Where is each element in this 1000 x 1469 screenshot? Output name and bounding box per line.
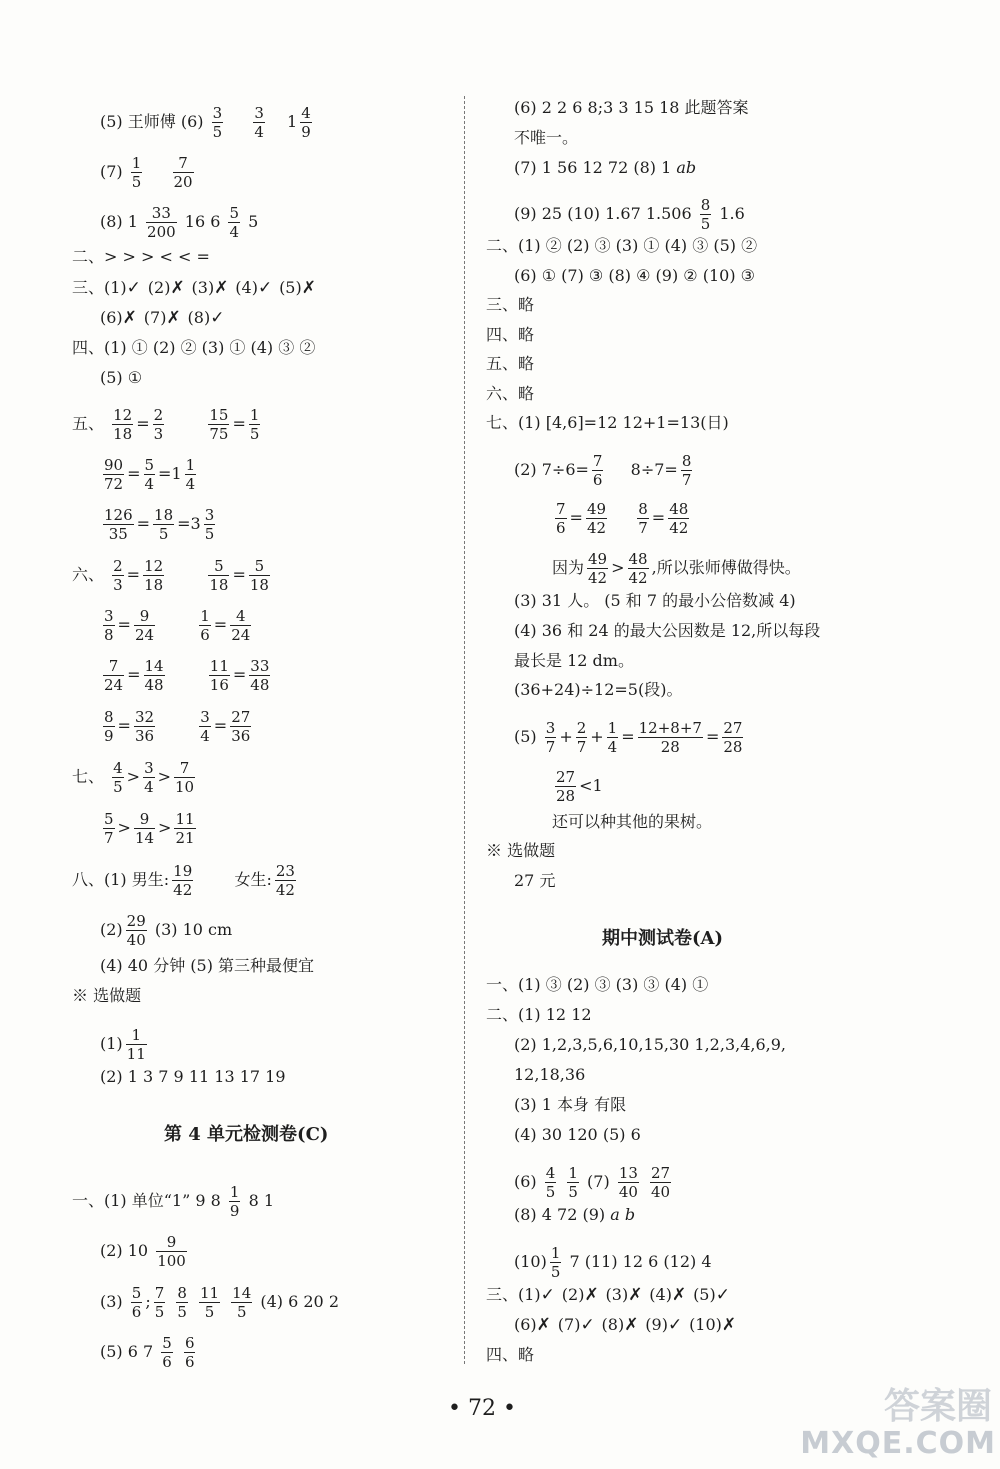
fraction: $\frac{9}{14}$	[134, 810, 155, 847]
fraction: $\frac{1}{5}$	[550, 1244, 561, 1281]
section-label: ※ 选做题	[486, 841, 556, 860]
fraction: $\frac{3}{4}$	[254, 104, 264, 141]
answer-line: (3) 1 本身 有限	[514, 1095, 627, 1114]
answer-line: 六、略	[486, 384, 535, 403]
answer-line: 一、(1) 单位“1” 9 8 $\frac{1}{9}$ 8 1	[72, 1183, 275, 1220]
check-icon: ✓	[540, 1285, 555, 1305]
answer-line: 二、(1) 12 12	[486, 1005, 592, 1024]
answer-line: $\frac{90}{72}$ = $\frac{5}{4}$ =1 $\frac{1}{4}$	[104, 456, 196, 493]
fraction: $\frac{3}{4}$	[144, 759, 154, 796]
fraction: $\frac{1}{4}$	[185, 456, 196, 493]
fraction: $\frac{27}{40}$	[651, 1164, 671, 1201]
answer-line: (5) ①	[100, 368, 143, 387]
answer-line: $\frac{3}{8}$ = $\frac{9}{24}$ $\frac{1}{6}$ = $\frac{4}{24}$	[104, 607, 251, 644]
fraction: $\frac{11}{16}$	[209, 657, 229, 694]
answer-line: (4) 30 120 (5) 6	[514, 1125, 641, 1144]
answer-line: (2) 1 3 7 9 11 13 17 19	[100, 1067, 286, 1086]
answer-line: 四、(1) ① (2) ② (3) ① (4) ③ ②	[72, 338, 316, 357]
answer-line: $\frac{8}{9}$ = $\frac{32}{36}$ $\frac{3}{4}$ = $\frac{27}{36}$	[104, 708, 251, 745]
fraction: $\frac{1}{4}$	[607, 719, 618, 756]
answer-line: (6)✗ (7)✓ (8)✗ (9)✓ (10)✗	[514, 1315, 737, 1335]
answer-line: 三、略	[486, 295, 535, 314]
fraction: $\frac{12+8+7}{28}$	[638, 719, 702, 756]
fraction: $\frac{11}{21}$	[175, 810, 195, 847]
fraction: $\frac{3}{5}$	[212, 104, 223, 141]
cross-icon: ✗	[671, 1285, 687, 1305]
answer-line: (2) 10 $\frac{9}{100}$	[100, 1233, 186, 1270]
fraction: $\frac{11}{5}$	[199, 1284, 220, 1321]
answer-line: (6) 2 2 6 8;3 3 15 18 此题答案	[514, 98, 749, 117]
fraction: $\frac{4}{9}$	[301, 104, 311, 141]
watermark: MXQE.COM	[800, 1426, 996, 1461]
answer-line: (9) 25 (10) 1.67 1.506 $\frac{8}{5}$ 1.6	[514, 196, 745, 233]
answer-line: $\frac{126}{35}$ = $\frac{18}{5}$ =3 $\frac{3}{5}$	[104, 506, 215, 543]
fraction: $\frac{1}{5}$	[249, 406, 260, 443]
watermark-logo: 答案圈	[883, 1386, 992, 1427]
answer-line: 12,18,36	[514, 1065, 586, 1084]
answer-line: (10) $\frac{1}{5}$ 7 (11) 12 6 (12) 4	[514, 1244, 712, 1281]
cross-icon: ✗	[301, 278, 316, 298]
answer-line: 不唯一。	[514, 128, 579, 147]
fraction: $\frac{2}{3}$	[113, 557, 123, 594]
fraction: $\frac{5}{18}$	[209, 557, 229, 594]
fraction: $\frac{7}{5}$	[154, 1284, 165, 1321]
answer-line: 27 元	[514, 871, 556, 890]
check-icon: ✓	[126, 278, 141, 298]
answer-line: (5) $\frac{3}{7}$ + $\frac{2}{7}$ + $\frac{1}{4}$ = $\frac{12+8+7}{28}$ = $\frac{27}{28}$	[514, 719, 743, 756]
fraction: $\frac{8}{5}$	[177, 1284, 187, 1321]
answer-line: $\frac{5}{7}$ > $\frac{9}{14}$ > $\frac{11}{21}$	[104, 810, 195, 847]
answer-line: 五、 $\frac{12}{18}$ = $\frac{2}{3}$ $\frac{15}{75}$ = $\frac{1}{5}$	[72, 406, 260, 443]
check-icon: ✓	[667, 1315, 683, 1335]
fraction: $\frac{3}{4}$	[200, 708, 210, 745]
answer-line: (2) $\frac{29}{40}$ (3) 10 cm	[100, 912, 233, 949]
fraction: $\frac{13}{40}$	[618, 1164, 638, 1201]
answer-line: 还可以种其他的果树。	[552, 812, 713, 831]
answer-line: 五、略	[486, 354, 535, 373]
fraction: $\frac{7}{10}$	[175, 759, 195, 796]
answer-line: (3) $\frac{5}{6}$ ; $\frac{7}{5}$ $\frac{8}{5}$ $\frac{11}{5}$ $\frac{14}{5}$ (4) 6 20 2	[100, 1284, 339, 1321]
answer-line: (8) 1 $\frac{33}{200}$ 16 6 $\frac{5}{4}$ 5	[100, 204, 259, 241]
answer-line: (3) 31 人。 (5 和 7 的最小公倍数减 4)	[514, 591, 796, 610]
fraction: $\frac{19}{42}$	[173, 862, 193, 899]
answer-line: 七、(1) [4,6]=12 12+1=13(日)	[486, 413, 729, 432]
answer-line: (5) 6 7 $\frac{5}{6}$ $\frac{6}{6}$	[100, 1334, 195, 1371]
fraction: $\frac{4}{5}$	[545, 1164, 556, 1201]
fraction: $\frac{9}{24}$	[134, 607, 155, 644]
answer-line: 三、(1)✓ (2)✗ (3)✗ (4)✓ (5)✗	[72, 278, 316, 298]
fraction: $\frac{5}{4}$	[144, 456, 155, 493]
fraction: $\frac{49}{42}$	[588, 550, 608, 587]
answer-line: 八、(1) 男生: $\frac{19}{42}$ 女生: $\frac{23}{42}$	[72, 862, 295, 899]
fraction: $\frac{8}{7}$	[638, 500, 648, 537]
fraction: $\frac{12}{18}$	[144, 557, 164, 594]
check-icon: ✓	[210, 308, 225, 328]
fraction: $\frac{9}{100}$	[157, 1233, 186, 1270]
section-title: 期中测试卷(A)	[602, 928, 723, 949]
fraction: $\frac{12}{18}$	[113, 406, 133, 443]
cross-icon: ✗	[584, 1285, 599, 1305]
fraction: $\frac{4}{24}$	[231, 607, 251, 644]
fraction: $\frac{27}{36}$	[231, 708, 251, 745]
answer-line: $\frac{7}{24}$ = $\frac{14}{48}$ $\frac{11}{16}$ = $\frac{33}{48}$	[104, 657, 270, 694]
cross-icon: ✗	[214, 278, 229, 298]
check-icon: ✓	[580, 1315, 595, 1335]
answer-line: 因为 $\frac{49}{42}$ > $\frac{48}{42}$ ,所以张师傅做得快。	[552, 550, 801, 587]
fraction: $\frac{48}{42}$	[669, 500, 689, 537]
fraction: $\frac{3}{5}$	[204, 506, 215, 543]
fraction: $\frac{5}{6}$	[162, 1334, 172, 1371]
fraction: $\frac{32}{36}$	[134, 708, 155, 745]
fraction: $\frac{7}{20}$	[173, 154, 193, 191]
answer-line: (4) 40 分钟 (5) 第三种最便宜	[100, 956, 315, 975]
answer-line: 三、(1)✓ (2)✗ (3)✗ (4)✗ (5)✓	[486, 1285, 730, 1305]
answer-line: (1) $\frac{1}{11}$	[100, 1026, 146, 1063]
cross-icon: ✗	[166, 308, 181, 328]
cross-icon: ✗	[624, 1315, 639, 1335]
answer-line: (7) 1 56 12 72 (8) 1 ab	[514, 158, 697, 177]
fraction: $\frac{48}{42}$	[628, 550, 648, 587]
fraction: $\frac{49}{42}$	[586, 500, 607, 537]
fraction: $\frac{7}{24}$	[104, 657, 124, 694]
fraction: $\frac{1}{9}$	[229, 1183, 240, 1220]
fraction: $\frac{27}{28}$	[723, 719, 743, 756]
cross-icon: ✗	[170, 278, 185, 298]
fraction: $\frac{5}{7}$	[104, 810, 114, 847]
answer-line: 六、 $\frac{2}{3}$ = $\frac{12}{18}$ $\frac{5}{18}$ = $\frac{5}{18}$	[72, 557, 269, 594]
fraction: $\frac{1}{5}$	[131, 154, 142, 191]
fraction: $\frac{7}{6}$	[592, 452, 603, 489]
fraction: $\frac{4}{5}$	[113, 759, 123, 796]
answer-line: (2) 1,2,3,5,6,10,15,30 1,2,3,4,6,9,	[514, 1035, 787, 1054]
fraction: $\frac{1}{5}$	[568, 1164, 578, 1201]
fraction: $\frac{23}{42}$	[275, 862, 295, 899]
answer-line: (2) 7÷6= $\frac{7}{6}$ 8÷7= $\frac{8}{7}$	[514, 452, 692, 489]
answer-line: 一、(1) ③ (2) ③ (3) ③ (4) ①	[486, 975, 709, 994]
answer-line: (36+24)÷12=5(段)。	[514, 680, 683, 699]
fraction: $\frac{15}{75}$	[209, 406, 229, 443]
fraction: $\frac{33}{48}$	[250, 657, 270, 694]
column-divider	[464, 96, 465, 1364]
answer-line: 四、略	[486, 325, 535, 344]
fraction: $\frac{7}{6}$	[556, 500, 566, 537]
fraction: $\frac{33}{200}$	[147, 204, 176, 241]
fraction: $\frac{27}{28}$	[556, 768, 576, 805]
fraction: $\frac{29}{40}$	[126, 912, 146, 949]
fraction: $\frac{14}{48}$	[144, 657, 164, 694]
fraction: $\frac{5}{6}$	[131, 1284, 142, 1321]
check-icon: ✓	[715, 1285, 730, 1305]
answer-line: 二、> > > < < =	[72, 247, 210, 266]
answer-line: (7) $\frac{1}{5}$ $\frac{7}{20}$	[100, 154, 193, 191]
answer-line: $\frac{27}{28}$ <1	[556, 768, 603, 805]
fraction: $\frac{8}{9}$	[104, 708, 114, 745]
answer-line: (4) 36 和 24 的最大公因数是 12,所以每段	[514, 621, 821, 640]
answer-line: (6) $\frac{4}{5}$ $\frac{1}{5}$ (7) $\frac{13}{40}$ $\frac{27}{40}$	[514, 1164, 671, 1201]
section-title: 第 4 单元检测卷(C)	[164, 1124, 329, 1145]
cross-icon: ✗	[122, 308, 137, 328]
cross-icon: ✗	[721, 1315, 737, 1335]
fraction: $\frac{3}{7}$	[545, 719, 556, 756]
fraction: $\frac{3}{8}$	[104, 607, 114, 644]
fraction: $\frac{2}{7}$	[576, 719, 587, 756]
fraction: $\frac{90}{72}$	[104, 456, 124, 493]
fraction: $\frac{8}{7}$	[681, 452, 692, 489]
cross-icon: ✗	[628, 1285, 643, 1305]
fraction: $\frac{14}{5}$	[232, 1284, 252, 1321]
answer-line: (5) 王师傅 (6) $\frac{3}{5}$ $\frac{3}{4}$ 1 $\frac{4}{9}$	[100, 104, 311, 141]
section-label: ※ 选做题	[72, 986, 142, 1005]
fraction: $\frac{1}{6}$	[200, 607, 210, 644]
fraction: $\frac{1}{11}$	[126, 1026, 146, 1063]
answer-line: $\frac{7}{6}$ = $\frac{49}{42}$ $\frac{8}{7}$ = $\frac{48}{42}$	[556, 500, 689, 537]
check-icon: ✓	[257, 278, 273, 298]
answer-line: 四、略	[486, 1345, 535, 1364]
cross-icon: ✗	[536, 1315, 551, 1335]
answer-line: 七、 $\frac{4}{5}$ > $\frac{3}{4}$ > $\frac{7}{10}$	[72, 759, 195, 796]
answer-line: (6)✗ (7)✗ (8)✓	[100, 308, 225, 328]
fraction: $\frac{126}{35}$	[104, 506, 133, 543]
answer-line: 二、(1) ② (2) ③ (3) ① (4) ③ (5) ②	[486, 236, 758, 255]
fraction: $\frac{5}{18}$	[249, 557, 269, 594]
fraction: $\frac{8}{5}$	[700, 196, 711, 233]
answer-line: 最长是 12 dm。	[514, 651, 634, 670]
fraction: $\frac{5}{4}$	[229, 204, 240, 241]
fraction: $\frac{2}{3}$	[153, 406, 164, 443]
fraction: $\frac{6}{6}$	[184, 1334, 195, 1371]
page-number: • 72 •	[448, 1396, 516, 1421]
fraction: $\frac{18}{5}$	[154, 506, 174, 543]
answer-line: (8) 4 72 (9) a b	[514, 1205, 636, 1224]
answer-line: (6) ① (7) ③ (8) ④ (9) ② (10) ③	[514, 266, 755, 285]
